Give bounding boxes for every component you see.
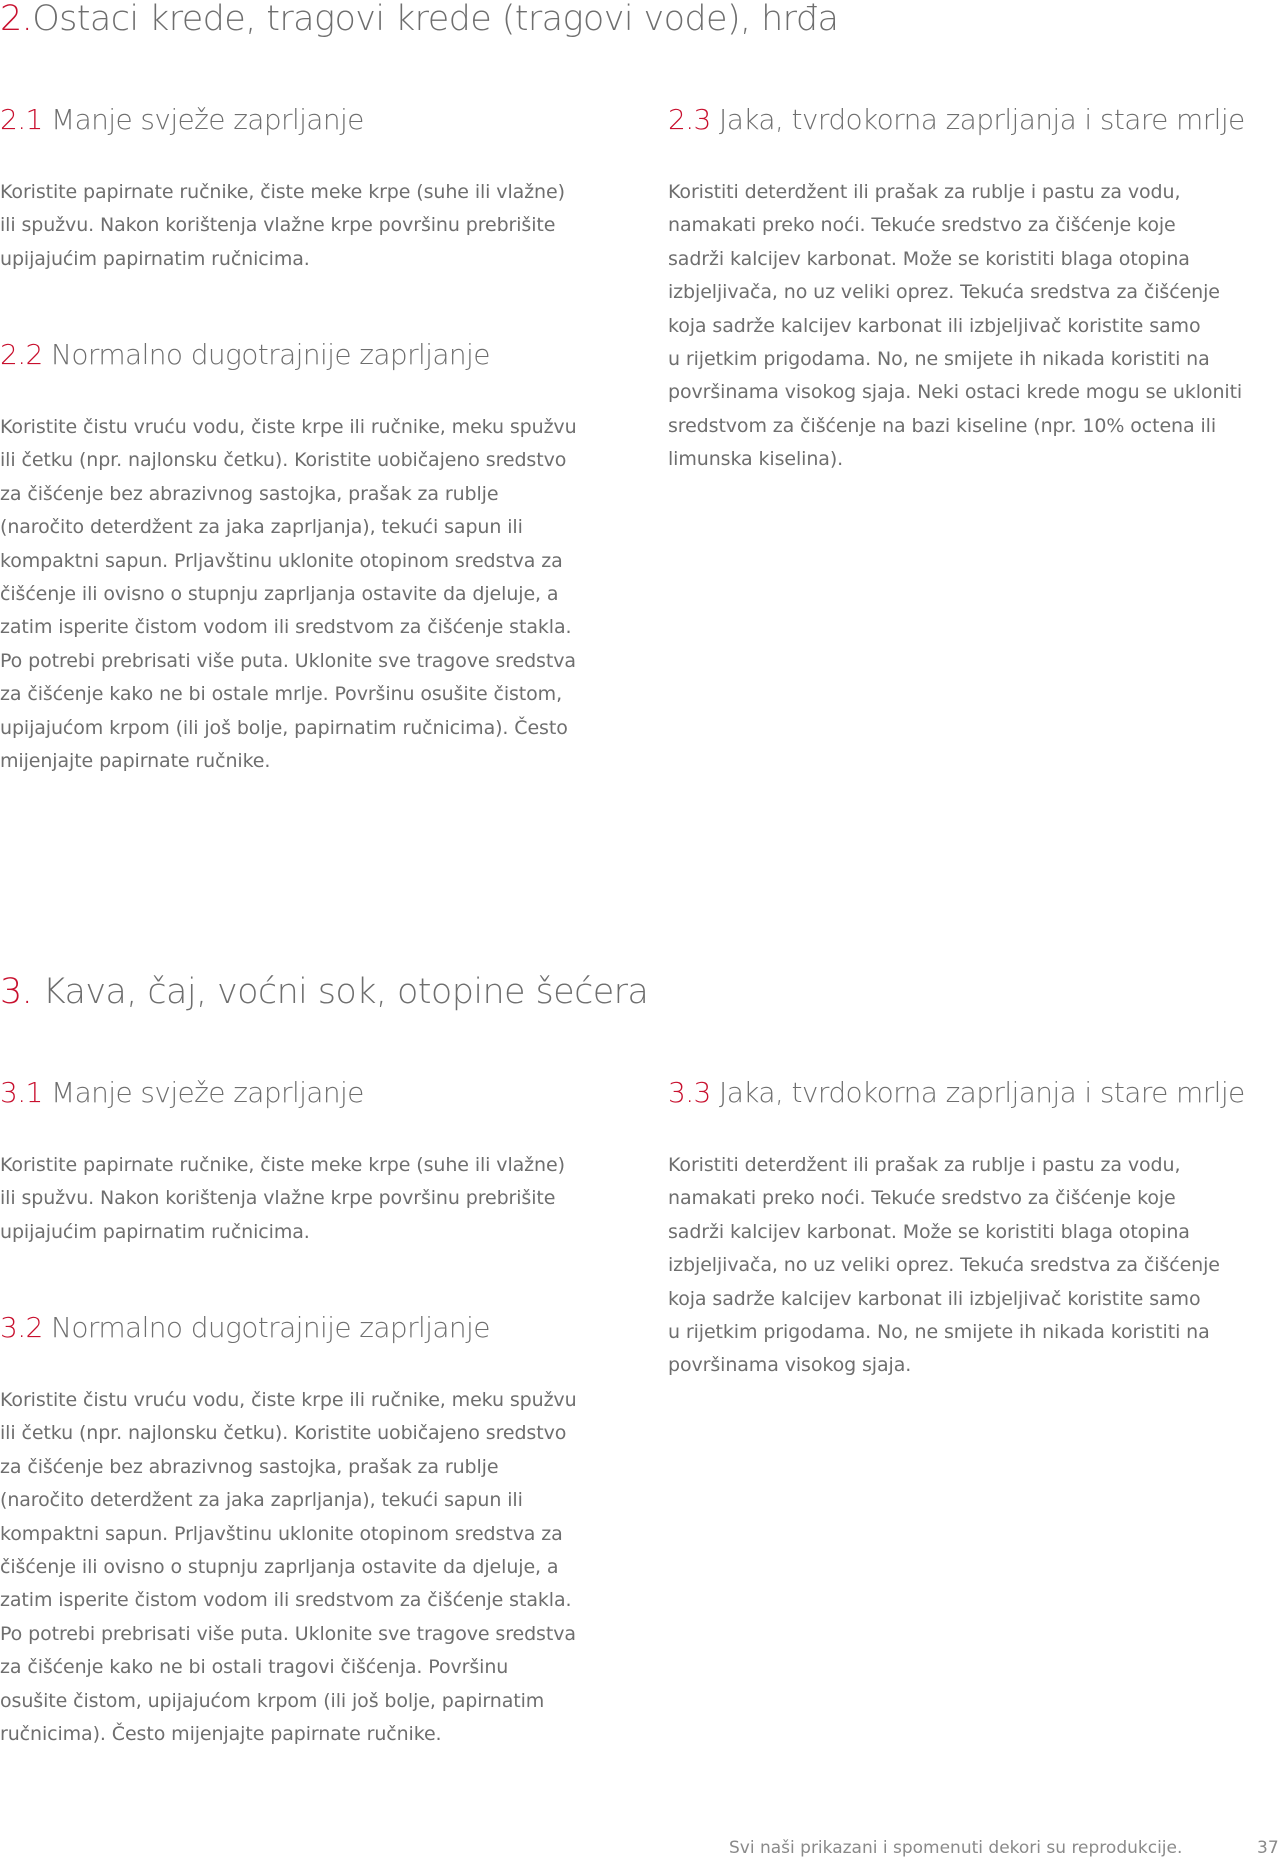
paragraph-line: Koristiti deterdžent ili prašak za rublje i pastu za vodu, — [668, 1154, 1181, 1176]
paragraph-line: za čišćenje bez abrazivnog sastojka, prašak za rublje — [0, 482, 499, 505]
subheading-3-1-number: 3.1 — [0, 1076, 43, 1109]
paragraph-line: upijajućim papirnatim ručnicima. — [0, 247, 310, 270]
paragraph-line: Koristite papirnate ručnike, čiste meke krpe (suhe ili vlažne) — [0, 1154, 565, 1176]
paragraph-line: ili spužvu. Nakon korištenja vlažne krpe površinu prebrišite — [0, 214, 556, 237]
paragraph-line: izbjeljivača, no uz veliki oprez. Tekuća sredstva za čišćenje — [668, 281, 1220, 304]
section-3-number: 3. — [0, 972, 33, 1012]
paragraph-line: mijenjajte papirnate ručnike. — [0, 750, 271, 773]
subheading-2-2-title: Normalno dugotrajnije zaprljanje — [51, 338, 490, 371]
paragraph-line: limunska kiselina). — [668, 448, 844, 471]
subheading-2-3-number: 2.3 — [668, 103, 711, 136]
paragraph-line: Koristite čistu vruću vodu, čiste krpe ili ručnike, meku spužvu — [0, 416, 577, 438]
subheading-3-1 — [0, 1076, 364, 1109]
paragraph-line: čišćenje ili ovisno o stupnju zaprljanja ostavite da djeluje, a — [0, 583, 559, 606]
paragraph-line: Po potrebi prebrisati više puta. Uklonite sve tragove sredstva — [0, 1622, 576, 1645]
paragraph-line: koja sadrže kalcijev karbonat ili izbjeljivač koristite samo — [668, 1287, 1201, 1310]
paragraph-line: koja sadrže kalcijev karbonat ili izbjeljivač koristite samo — [668, 314, 1201, 337]
paragraph-line: kompaktni sapun. Prljavštinu uklonite otopinom sredstva za — [0, 549, 563, 572]
paragraph-line: upijajućim papirnatim ručnicima. — [0, 1220, 310, 1243]
section-3-title: Kava, čaj, voćni sok, otopine šećera — [42, 972, 649, 1012]
paragraph-line: namakati preko noći. Tekuće sredstvo za čišćenje koje — [668, 1187, 1176, 1210]
section-2-number: 2. — [0, 0, 33, 39]
paragraph-line: zatim isperite čistom vodom ili sredstvom za čišćenje stakla. — [0, 616, 572, 639]
paragraph-line: za čišćenje kako ne bi ostali tragovi čišćenja. Površinu — [0, 1656, 509, 1679]
paragraph-2-1 — [0, 176, 565, 276]
section-2-heading — [0, 2, 838, 37]
paragraph-line: upijajućom krpom (ili još bolje, papirnatim ručnicima). Često — [0, 716, 568, 739]
paragraph-line: za čišćenje kako ne bi ostale mrlje. Površinu osušite čistom, — [0, 683, 563, 706]
paragraph-3-3 — [668, 1149, 1220, 1383]
paragraph-line: ili četku (npr. najlonsku četku). Koristite uobičajeno sredstvo — [0, 1422, 567, 1445]
footer-note: Svi naši prikazani i spomenuti dekori su reprodukcije. — [729, 1838, 1183, 1858]
subheading-2-3 — [668, 103, 1245, 136]
paragraph-line: Koristite čistu vruću vodu, čiste krpe ili ručnike, meku spužvu — [0, 1389, 577, 1411]
subheading-3-2-title: Normalno dugotrajnije zaprljanje — [51, 1311, 490, 1344]
subheading-2-2 — [0, 338, 490, 371]
paragraph-line: sadrži kalcijev karbonat. Može se koristiti blaga otopina — [668, 247, 1190, 270]
paragraph-line: za čišćenje bez abrazivnog sastojka, prašak za rublje — [0, 1455, 499, 1478]
paragraph-line: ili četku (npr. najlonsku četku). Koristite uobičajeno sredstvo — [0, 449, 567, 472]
paragraph-line: izbjeljivača, no uz veliki oprez. Tekuća sredstva za čišćenje — [668, 1254, 1220, 1277]
subheading-3-1-title: Manje svježe zaprljanje — [51, 1076, 364, 1109]
paragraph-line: kompaktni sapun. Prljavštinu uklonite otopinom sredstva za — [0, 1522, 563, 1545]
paragraph-line: u rijetkim prigodama. No, ne smijete ih nikada koristiti na — [668, 348, 1210, 371]
paragraph-line: površinama visokog sjaja. — [668, 1354, 912, 1377]
paragraph-line: zatim isperite čistom vodom ili sredstvom za čišćenje stakla. — [0, 1589, 572, 1612]
paragraph-line: ili spužvu. Nakon korištenja vlažne krpe površinu prebrišite — [0, 1187, 556, 1210]
subheading-3-2 — [0, 1311, 490, 1344]
subheading-3-2-number: 3.2 — [0, 1311, 43, 1344]
subheading-3-3-number: 3.3 — [668, 1076, 711, 1109]
paragraph-line: Koristiti deterdžent ili prašak za rublje i pastu za vodu, — [668, 181, 1181, 203]
paragraph-line: (naročito deterdžent za jaka zaprljanja), tekući sapun ili — [0, 1489, 523, 1512]
paragraph-line: namakati preko noći. Tekuće sredstvo za čišćenje koje — [668, 214, 1176, 237]
paragraph-line: čišćenje ili ovisno o stupnju zaprljanja ostavite da djeluje, a — [0, 1556, 559, 1579]
paragraph-line: (naročito deterdžent za jaka zaprljanja), tekući sapun ili — [0, 516, 523, 539]
subheading-2-1-title: Manje svježe zaprljanje — [51, 103, 364, 136]
section-2-title: Ostaci krede, tragovi krede (tragovi vode), hrđa — [32, 0, 839, 39]
paragraph-line: sredstvom za čišćenje na bazi kiseline (npr. 10% octena ili — [668, 414, 1216, 437]
paragraph-line: površinama visokog sjaja. Neki ostaci krede mogu se ukloniti — [668, 381, 1243, 404]
page-number: 37 — [1257, 1838, 1279, 1858]
paragraph-2-2 — [0, 411, 577, 778]
subheading-2-2-number: 2.2 — [0, 338, 43, 371]
paragraph-line: Koristite papirnate ručnike, čiste meke krpe (suhe ili vlažne) — [0, 181, 565, 203]
paragraph-line: u rijetkim prigodama. No, ne smijete ih nikada koristiti na — [668, 1321, 1210, 1344]
paragraph-line: sadrži kalcijev karbonat. Može se koristiti blaga otopina — [668, 1220, 1190, 1243]
paragraph-2-3 — [668, 176, 1242, 477]
subheading-2-3-title: Jaka, tvrdokorna zaprljanja i stare mrlje — [719, 103, 1245, 136]
subheading-3-3-title: Jaka, tvrdokorna zaprljanja i stare mrlje — [719, 1076, 1245, 1109]
section-3-heading — [0, 972, 649, 1012]
paragraph-3-2 — [0, 1384, 577, 1751]
subheading-2-1-number: 2.1 — [0, 103, 43, 136]
subheading-2-1 — [0, 103, 364, 136]
paragraph-line: ručnicima). Često mijenjajte papirnate ručnike. — [0, 1723, 442, 1746]
paragraph-line: Po potrebi prebrisati više puta. Uklonite sve tragove sredstva — [0, 649, 576, 672]
paragraph-line: osušite čistom, upijajućom krpom (ili još bolje, papirnatim — [0, 1689, 545, 1712]
subheading-3-3 — [668, 1076, 1245, 1109]
paragraph-3-1 — [0, 1149, 565, 1249]
